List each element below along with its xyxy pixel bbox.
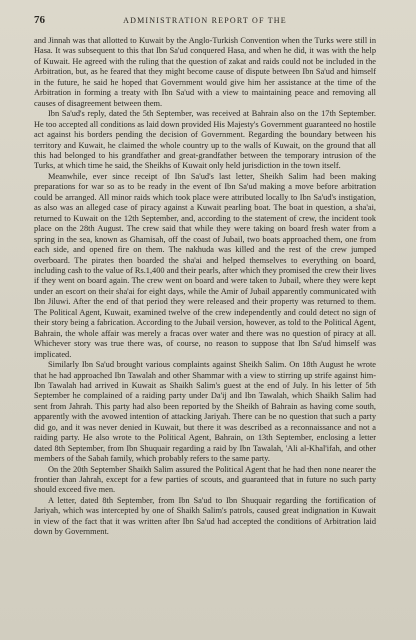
paragraph: Ibn Sa'ud's reply, dated the 5th September, was received at Bahrain also on the 17th September. He too accepted all conditions as laid down provided His Majesty's Government guaranteed no hostile act against his borders pending the decision of Government. Regarding the boundary between his territory and Kuwait, he claimed the whole country up to the walls of Kuwait, on the ground that all this had belonged to his grandfather and great-grandfather between the temporary intrusion of the Turks, at which time he said, the Sheikhs of Kuwait only held jurisdiction in the town itself. bbox=[34, 109, 376, 171]
body-text bbox=[34, 36, 376, 538]
paragraph: and Jinnah was that allotted to Kuwait by the Anglo-Turkish Convention when the Turks were still in Hasa. It was subsequent to this that Ibn Sa'ud conquered Hasa, and when he did, it was with the help of Kuwait. He agreed with the ruling that the question of zakat and raids could not be included in the Arbitration, but, as he feared that they might become cause of dispute between Ibn Sa'ud and himself in the future, he said he hoped that Government would give him her assistance at the time of the Arbitration in forming a treaty with Ibn Sa'ud with a view to maintaining peace and removing all causes of disagreement between them. bbox=[34, 36, 376, 108]
paragraph: Meanwhile, ever since receipt of Ibn Sa'ud's last letter, Sheikh Salim had been making preparations for war so as to be ready in the event of Ibn Sa'ud making a move before arbitration could be arranged. All minor raids which took place were attributed locally to Ibn Sa'ud's instigation, as also was an alleged case of piracy against a Kuwait pearling boat. The boat in question, a sha'ai, returned to Kuwait on the 12th September, and, according to the statement of crew, the incident took place on the 28th August. The crew said that while they were taking on board fresh water from a spring in the sea, known as Ghamisah, off the coast of Jubail, two boats approached them, one from each side, and opened fire on them. The nakhuda was killed and the rest of the crew jumped overboard. The pirates then boarded the sha'ai and helped themselves to everything on board, including cash to the value of Rs.1,400 and their pearls, after which they promised the crew their lives if they went on board again. The crew went on board and were taken to Jubail, where they were kept under an escort on their sha'ai for eight days, while the Amir of Jubail apparently communicated with Ibn Jiluwi. After the end of that period they were released and their property was returned to them. The Political Agent, Kuwait, examined twelve of the crew independently and could detect no sign of their story being a fabrication. According to the Jubail version, however, as told to the Political Agent, Bahrain, the whole affair was merely a fracas over water and there was no question of piracy at all. Whichever story was true there was, of course, no reason to suppose that Ibn Sa'ud himself was implicated. bbox=[34, 171, 376, 359]
paragraph: On the 20th September Shaikh Salim assured the Political Agent that he had then none nearer the frontier than Jahrah, except for a few parties of scouts, and guaranteed that in future no such party should exceed five men. bbox=[34, 464, 376, 495]
paragraph: A letter, dated 8th September, from Ibn Sa'ud to Ibn Shuquair regarding the fortification of Jariyah, which was intercepted by one of Shaikh Salim's patrols, caused great indignation in Kuwait in view of the fact that it was written after Ibn Sa'ud had accepted the conditions of Arbitration laid down by Government. bbox=[34, 495, 376, 537]
paragraph: Similarly Ibn Sa'ud brought various complaints against Sheikh Salim. On 18th August he wrote that he had approached Ibn Tawalah and other Shammar with a view to stirring up strife against him-Ibn Tawalah had arrived in Kuwait as Shaikh Salim's guest at the end of July. In his letter of 5th September he complained of a raiding party under Da'ij and Ibn Tawalah, which Shaikh Salim had sent from Jahrah. This party had also been reported by the Sheikh of Bahrain as having come south, apparently with the avowed intention of attacking Jariyah. There can be no question that such a party did go, and it was never denied in Kuwait, but there it was described as a reconnaissance and not a raiding party. He also wrote to the Political Agent, Bahrain, on 13th September, enclosing a letter dated 8th September, from Ibn Shuquair regarding a raid by Ibn Tawalah, 'Ali al-Khal'ifah, and other members of the Sabah family, which probably refers to the same party. bbox=[34, 360, 376, 464]
running-head: ADMINISTRATION REPORT OF THE bbox=[123, 16, 287, 25]
page-number: 76 bbox=[34, 14, 45, 26]
page-header bbox=[34, 14, 376, 32]
